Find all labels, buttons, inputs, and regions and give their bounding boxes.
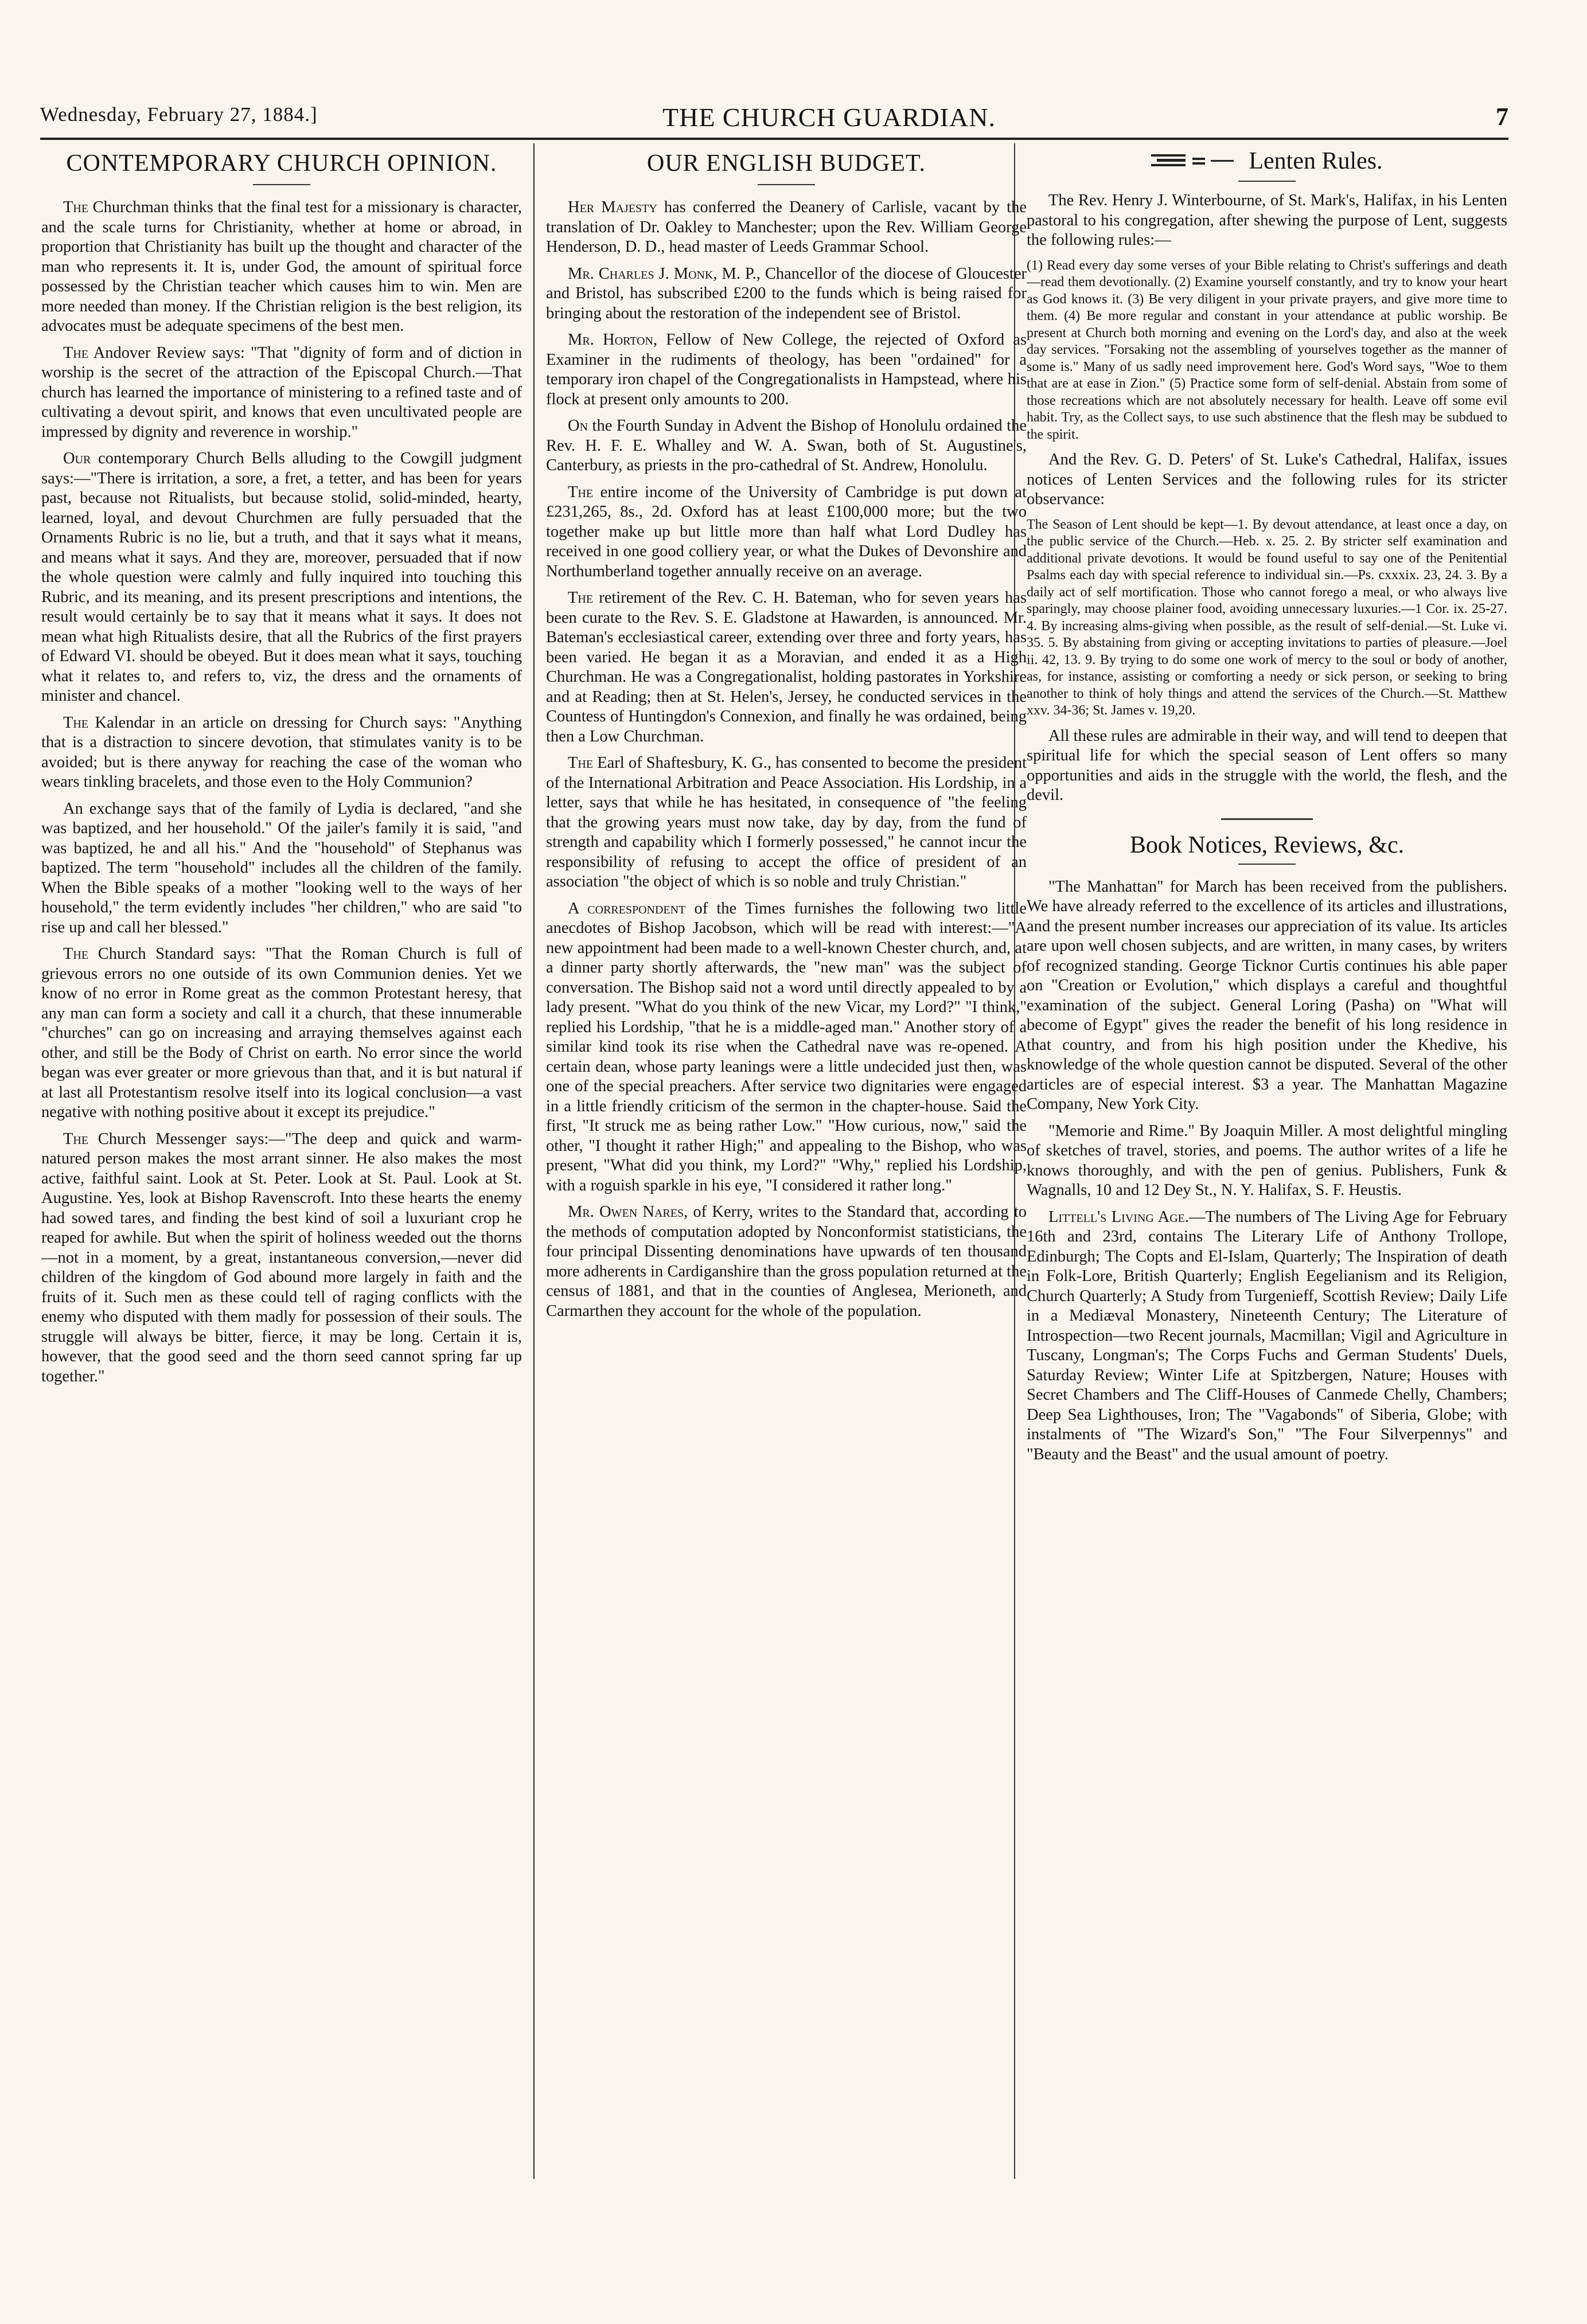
article-paragraph: The entire income of the University of Cambridge is put down at £231,265, 8s., 2d. Oxford has at least £100,000 more; but the two together make up but little more than half what Lord Dudley has received in one good colliery year, or what the Dukes of Devonshire and Northumberland together annually receive on an average. [546,483,1027,580]
section-heading-opinion: CONTEMPORARY CHURCH OPINION. [66,150,497,177]
header-rule [40,138,1508,140]
issue-date: Wednesday, February 27, 1884.] [40,103,318,126]
section-heading-budget: OUR ENGLISH BUDGET. [646,150,926,177]
decorative-ornament-icon [1151,150,1237,173]
article-paragraph: The retirement of the Rev. C. H. Bateman, who for seven years has been curate to the Rev. S. E. Gladstone at Hawarden, is announced. Mr. Bateman's ecclesiastical career, extending over three and forty years, has been varied. He began it as a Moravian, and ended it as a High Churchman. He was a Congregationalist, holding pastorates in Yorkshire and at Reading; then at St. Helen's, Jersey, he conducted services in the Countess of Huntingdon's Connexion, and finally he was ordained, being then a Low Churchman. [546,589,1027,745]
article-paragraph: And the Rev. G. D. Peters' of St. Luke's Cathedral, Halifax, issues notices of Lenten Services and the following rules for its stricter observance: [1027,451,1507,508]
rules-list-peters: The Season of Lent should be kept—1. By devout attendance, at least once a day, on the public service of the Church.—Heb. x. 25. 2. By stricter self examination and additional private devotions. It would be found useful to say one of the Penitential Psalms each day with special reference to individual sin.—Ps. cxxxix. 23, 24. 3. By a daily act of self mortification. Those who cannot forego a meal, or who always live sparingly, may choose plainer food, avoiding unnecessary luxuries.—1 Cor. ix. 25-27. 4. By increasing alms-giving when possible, as the result of self-denial.—St. Luke vi. 35. 5. By abstaining from giving or accepting invitations to parties of pleasure.—Joel ii. 42, 13. 9. By trying to do some one work of mercy to the soul or body of another, as, for instance, assisting or comforting a needy or sick person, or seeking to bring another to think of holy things and attend the services of the Church.—St. Matthew xxv. 34-36; St. James v. 19,20. [1027,517,1507,718]
column-divider-1 [533,143,535,2179]
article-paragraph: On the Fourth Sunday in Advent the Bishop of Honolulu ordained the Rev. H. F. E. Whalley and W. A. Swan, both of St. Augustine's, Canterbury, as priests in the pro-cathedral of St. Andrew, Honolulu. [546,417,1027,474]
page-number: 7 [1496,103,1508,131]
article-paragraph: All these rules are admirable in their way, and will tend to deepen that spiritual life for which the special season of Lent offers so many opportunities and aids in the struggle with the world, the flesh, and the devil. [1027,727,1507,804]
article-paragraph: Her Majesty has conferred the Deanery of Carlisle, vacant by the translation of Dr. Oakley to Manchester; upon the Rev. William George Henderson, D. D., head master of Leeds Grammar School. [546,198,1027,256]
book-notice: "The Manhattan" for March has been received from the publishers. We have already referred to the excellence of its articles and illustrations, and the present number increases our appreciation of its value. Its articles are upon well chosen subjects, and are written, in many cases, by writers of recognized standing. George Ticknor Curtis continues his able paper on "Creation or Evolution," which displays a careful and thoughtful examination of the subject. General Loring (Pasha) on "What will become of Egypt" gives the reader the benefit of his long residence in that country, and from his high position under the Khedive, his knowledge of the whole question cannot be disputed. Several of the other articles are of especial interest. $3 a year. The Manhattan Magazine Company, New York City. [1027,877,1507,1113]
section-heading-lenten: Lenten Rules. [1249,148,1383,174]
book-notice: "Memorie and Rime." By Joaquin Miller. A most delightful mingling of sketches of travel, stories, and poems. The author writes of a life he knows thoroughly, and with the pen of genius. Publishers, Funk & Wagnalls, 10 and 12 Dey St., N. Y. Halifax, S. F. Heustis. [1027,1122,1507,1199]
heading-rule [253,184,310,185]
heading-rule [758,184,815,185]
lenten-heading-row [1027,146,1507,176]
article-paragraph: The Rev. Henry J. Winterbourne, of St. Mark's, Halifax, in his Lenten pastoral to his congregation, after shewing the purpose of Lent, suggests the following rules:— [1027,192,1507,249]
article-paragraph: The Church Standard says: "That the Roman Church is full of grievous errors no one outside of its own Communion denies. Yet we know of no error in Rome great as the common Protestant heresy, that any man can form a society and call it a church, that these innumerable "churches" can go on increasing and arraying themselves against each other, and still be the Body of Christ on earth. No error since the world began was ever greater or more grievous than that, and it is but natural if at last all Protestantism resolve itself into its logical conclusion—a vast negative with nothing positive about it except its prejudice." [41,945,522,1121]
newspaper-title: THE CHURCH GUARDIAN. [662,103,996,132]
section-heading-books: Book Notices, Reviews, &c. [1129,831,1405,858]
column-contemporary-opinion [41,146,522,2176]
article-paragraph: The Churchman thinks that the final test for a missionary is character, and the scale turns for Christianity, whether at home or abroad, in proportion that Christianity has built up the thought and character of the man who represents it. It is, under God, the amount of spiritual force possessed by the Christian teacher which causes him to win. Men are more needed than money. If the Christian religion is the best religion, its advocates must be adequate specimens of the best men. [41,198,522,335]
column-english-budget [546,146,1027,2176]
article-paragraph: A correspondent of the Times furnishes the following two little anecdotes of Bishop Jacobson, which will be read with interest:—"A new appointment had been made to a well-known Chester church, and, at a dinner party shortly afterwards, the "new man" was the subject of conversation. The Bishop said not a word until directly appealed to by a lady present. "What do you think of the new Vicar, my Lord?" "I think," replied his Lordship, "that he is a middle-aged man." Another story of a similar kind took its rise when the Cathedral nave was re-opened. A certain dean, whose party leanings were a little undecided just then, was one of the special preachers. After service two dignitaries were engaged in a little friendly criticism of the sermon in the chapter-house. Said the first, "It struck me as being rather Low." "How curious, now," said the other, "I thought it rather High;" and appealing to the Bishop, who was present, "What did you think, my Lord?" "Why," replied his Lordship, with a roguish sparkle in his eye, "I considered it rather long." [546,899,1027,1194]
column-lenten-rules [1027,146,1507,2176]
rules-list-winterbourne: (1) Read every day some verses of your Bible relating to Christ's sufferings and death—read them devotionally. (2) Examine yourself constantly, and try to know your heart as God knows it. (3) Be very diligent in your private prayers, and give more time to them. (4) Be more regular and constant in your attendance at public worship. Be present at Church both morning and evening on the Lord's day, and also at the week day services. "Forsaking not the assembling of yourselves together as the manner of some is." Many of us sadly need improvement here. God's Word says, "Woe to them that are at ease in Zion." (5) Practice some form of self-denial. Abstain from some of those recreations which are not absolutely necessary for health. Leave off some evil habit. Try, as the Collect says, to use such abstinence that the flesh may be subdued to the spirit. [1027,257,1507,442]
book-notice: Littell's Living Age.—The numbers of The Living Age for February 16th and 23rd, contains The Literary Life of Anthony Trollope, Edinburgh; The Copts and El-Islam, Quarterly; The Inspiration of death in Folk-Lore, British Quarterly; English Eegelianism and its Religion, Church Quarterly; A Study from Turgenieff, Scottish Review; Daily Life in a Mediæval Monastery, Nineteenth Century; The Literature of Introspection—two Recent journals, Macmillan; Vigil and Agriculture in Tuscany, Longman's; The Corps Fuchs and German Students' Duels, Saturday Review; Winter Life at Spitzbergen, Nature; Houses with Secret Chambers and The Cliff-Houses of Canmede Chelly, Chambers; Deep Sea Lighthouses, Iron; The "Vagabonds" of Siberia, Globe; with instalments of "The Wizard's Son," "The Four Silverpennys" and "Beauty and the Beast" and the usual amount of poetry. [1027,1208,1507,1463]
heading-rule [1238,864,1296,865]
article-paragraph: The Church Messenger says:—"The deep and quick and warm-natured person makes the most arrant sinner. He also makes the most active, faithful saint. Look at St. Peter. Look at St. Paul. Look at St. Augustine. Yes, look at Bishop Ravenscroft. Into these hearts the enemy had sowed tares, and finding the best kind of soil a luxuriant crop he reaped for awhile. But when the spirit of holiness weeded out the thorns—not in a moment, by a great, instantaneous conversion,—never did children of the kingdom of God abound more largely in faith and the fruits of it. Such men as these could tell of raging conflicts with the enemy who disputed with them madly for possession of their souls. The struggle will always be bitter, fierce, it may be long. Certain it is, however, that the good seed and the thorn seed cannot spring far up together." [41,1130,522,1385]
article-paragraph: An exchange says that of the family of Lydia is declared, "and she was baptized, and her household." Of the jailer's family it is said, "and was baptized, he and all his." And the "household" of Stephanus was baptized. The term "household" includes all the children of the family. When the Bible speaks of a mother "looking well to the ways of her household," the term evidently includes "her children," who are said "to rise up and call her blessed." [41,799,522,936]
article-paragraph: The Kalendar in an article on dressing for Church says: "Anything that is a distraction to sincere devotion, that stimulates vanity is to be avoided; but is there anyway for reaching the case of the woman who wears tinkling bracelets, and those even to the Holy Communion? [41,713,522,791]
article-paragraph: Mr. Horton, Fellow of New College, the rejected of Oxford as Examiner in the rudiments of theology, has been "ordained" for a temporary iron chapel of the Congregationalists in Hampstead, where his flock at present only amounts to 200. [546,331,1027,408]
heading-rule [1238,181,1296,182]
article-paragraph: The Andover Review says: "That "dignity of form and of diction in worship is the secret of the attraction of the Episcopal Church.—That church has learned the importance of ministering to a refined taste and of cultivating a devout spirit, and knows that even uncultivated people are impressed by dignity and reverence in worship." [41,343,522,441]
article-paragraph: Mr. Charles J. Monk, M. P., Chancellor of the diocese of Gloucester and Bristol, has subscribed £200 to the funds which is being raised for bringing about the restoration of the independent see of Bristol. [546,264,1027,322]
article-paragraph: The Earl of Shaftesbury, K. G., has consented to become the president of the International Arbitration and Peace Association. His Lordship, in a letter, says that while he has hesitated, in consequence of "the feeling that the growing years must now take, day by day, from the fund of strength and capability which I formerly possessed," he cannot incur the responsibility of refusing to accept the office of president of an association "the object of which is so noble and truly Christian." [546,754,1027,890]
article-paragraph: Our contemporary Church Bells alluding to the Cowgill judgment says:—"There is irritation, a sore, a fret, a tetter, and has been for years past, because not Ritualists, but because stolid, solid-minded, hearty, learned, loyal, and devout Churchmen are fully persuaded that the Ornaments Rubric is no lie, but a truth, and that it says what it means, and means what it says. And they are, moreover, persuaded that if now the whole question were calmly and fully inquired into touching this Rubric, and its meaning, and its present prescriptions and intentions, the result would certainly be to say that it means what it says. It does not mean what high Ritualists desire, that all the Rubrics of the first prayers of Edward VI. should be obeyed. But it does mean what it says, touching what it relates to, and refers to, viz, the dress and the ornaments of minister and chancel. [41,450,522,705]
page-header [40,102,1508,136]
article-paragraph: Mr. Owen Nares, of Kerry, writes to the Standard that, according to the methods of computation adopted by Nonconformist statisticians, the four principal Dissenting denominations have upwards of ten thousand more adherents in Cardiganshire than the gross population returned at the census of 1881, and that in the counties of Anglesea, Merioneth, and Carmarthen they account for the whole of the population. [546,1203,1027,1320]
section-divider [1221,818,1313,820]
